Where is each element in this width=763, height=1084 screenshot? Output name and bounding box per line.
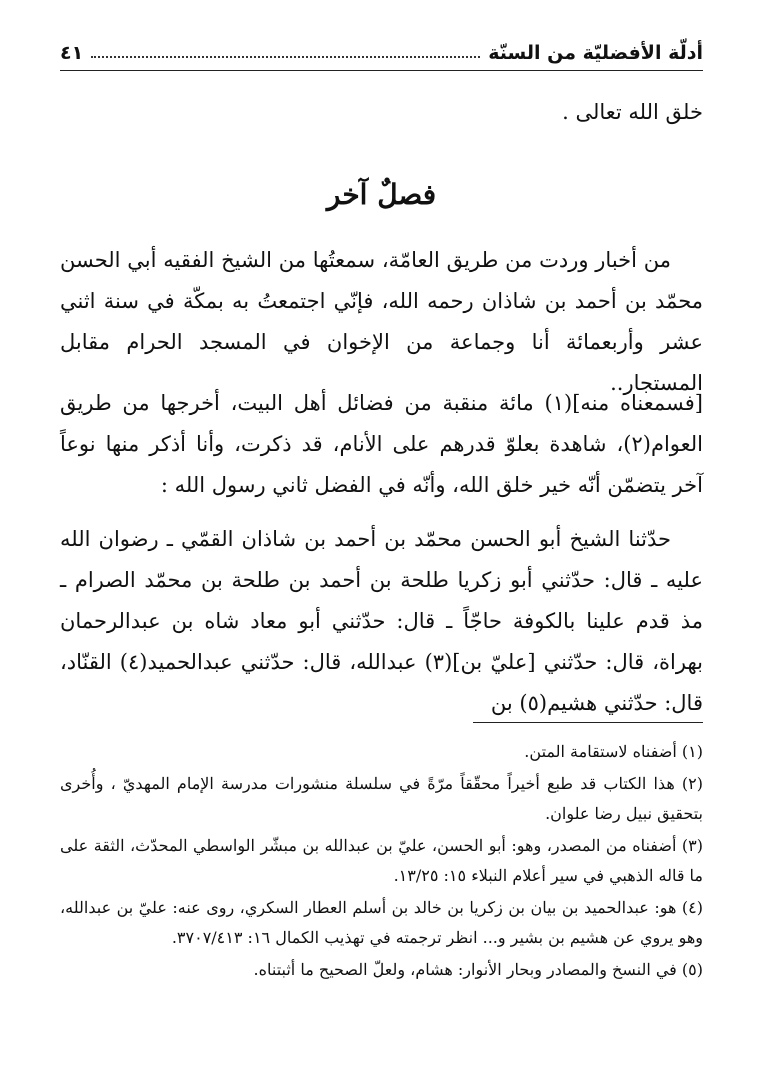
- footnote-2: (٢) هذا الكتاب قد طبع أخيراً محقّقاً مرّةً في سلسلة منشورات مدرسة الإمام المهديّ ، وأُخرى بتحقيق نبيل رضا علوان.: [60, 774, 703, 823]
- footnote-rule: [473, 722, 703, 723]
- footnote-4: (٤) هو: عبدالحميد بن بيان بن زكريا بن خالد بن أسلم العطار السكري، روى عنه: عليّ بن عبدالله، وهو يروي عن هشيم بن بشير و... انظر ترجمته في تهذيب الكمال ١٦: ٣٧٠٧/٤١٣.: [60, 898, 703, 947]
- paragraph-3: حدّثنا الشيخ أبو الحسن محمّد بن أحمد بن شاذان القمّي ـ رضوان الله عليه ـ قال: حدّثني أبو زكريا طلحة بن أحمد بن طلحة بن محمّد الصرام ـ مذ قدم علينا بالكوفة حاجّاً ـ قال: حدّثني أبو معاد شاه بن عبدالرحمان بهراة، قال: حدّثني [عليّ بن](٣) عبدالله، قال: حدّثني عبدالحميد(٤) القنّاد، قال: حدّثني هشيم(٥) بن: [60, 527, 703, 715]
- dot-leader: [91, 56, 480, 58]
- footnote-5: (٥) في النسخ والمصادر وبحار الأنوار: هشام، ولعلّ الصحيح ما أثبتناه.: [253, 960, 703, 979]
- page-number: ٤١: [60, 42, 84, 64]
- paragraph-2: [فسمعناه منه](١) مائة منقبة من فضائل أهل البيت، أخرجها من طريق العوام(٢)، شاهدة بعلوّ قدرهم على الأنام، قد ذكرت، وأنا أذكر منها نوعاً آخر يتضمّن أنّه خير خلق الله، وأنّه في الفضل ثاني رسول الله :: [60, 391, 703, 497]
- footnote-1: (١) أضفناه لاستقامة المتن.: [524, 742, 703, 761]
- section-heading: فصلٌ آخر: [326, 178, 437, 211]
- footnote-3: (٣) أضفناه من المصدر، وهو: أبو الحسن، عليّ بن عبدالله بن مبشّر الواسطي المحدّث، الثقة على ما قاله الذهبي في سير أعلام النبلاء ١٥: ١٣/٢٥.: [60, 836, 703, 885]
- opening-line: خلق الله تعالى .: [562, 100, 703, 124]
- header-rule: [60, 70, 703, 71]
- running-head: [60, 30, 703, 64]
- paragraph-1: من أخبار وردت من طريق العامّة، سمعتُها من الشيخ الفقيه أبي الحسن محمّد بن أحمد بن شاذان رحمه الله، فإنّي اجتمعتُ به بمكّة في سنة اثني عشر وأربعمائة أنا وجماعة من الإخوان في المسجد الحرام مقابل المستجار..: [60, 248, 703, 395]
- running-title: أدلّة الأفضليّة من السنّة: [488, 42, 703, 64]
- footnotes: [60, 737, 703, 987]
